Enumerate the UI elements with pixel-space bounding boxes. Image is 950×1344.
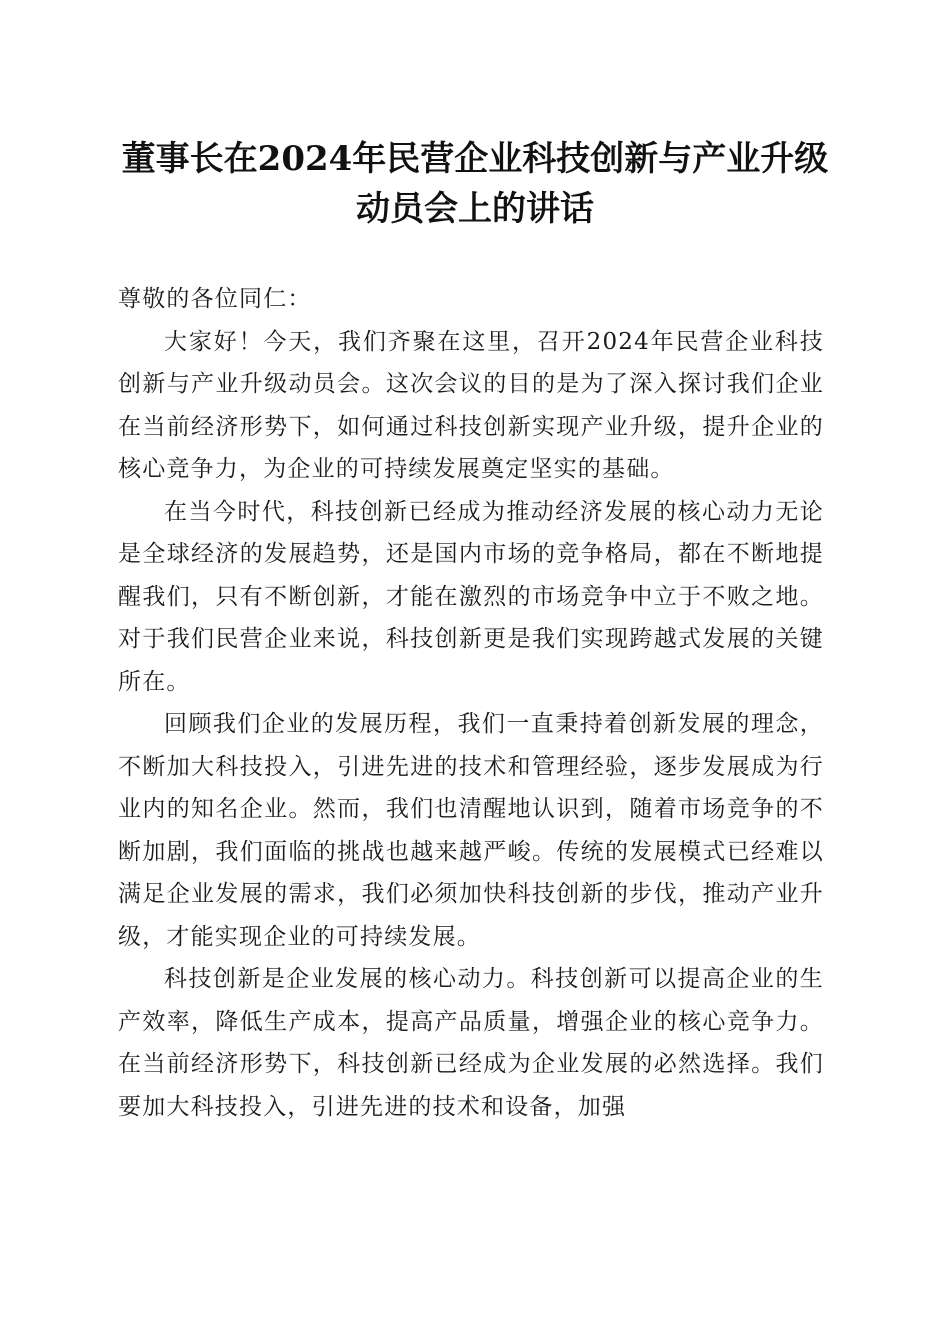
paragraph-1: 大家好！今天，我们齐聚在这里，召开2024年民营企业科技创新与产业升级动员会。这次会议的目的是为了深入探讨我们企业在当前经济形势下，如何通过科技创新实现产业升级，提升企业的核心竞争力，为企业的可持续发展奠定坚实的基础。 xyxy=(118,328,824,482)
paragraph-4: 科技创新是企业发展的核心动力。科技创新可以提高企业的生产效率，降低生产成本，提高产品质量，增强企业的核心竞争力。在当前经济形势下，科技创新已经成为企业发展的必然选择。我们要加大科技投入，引进先进的技术和设备，加强 xyxy=(118,966,824,1120)
document-body xyxy=(118,278,824,1128)
paragraph-2: 在当今时代，科技创新已经成为推动经济发展的核心动力无论是全球经济的发展趋势，还是国内市场的竞争格局，都在不断地提醒我们，只有不断创新，才能在激烈的市场竞争中立于不败之地。对于我们民营企业来说，科技创新更是我们实现跨越式发展的关键所在。 xyxy=(118,498,824,695)
document-title: 董事长在2024年民营企业科技创新与产业升级动员会上的讲话 xyxy=(121,139,829,229)
salutation: 尊敬的各位同仁： xyxy=(118,286,312,312)
paragraph-3: 回顾我们企业的发展历程，我们一直秉持着创新发展的理念，不断加大科技投入，引进先进的技术和管理经验，逐步发展成为行业内的知名企业。然而，我们也清醒地认识到，随着市场竞争的不断加剧，我们面临的挑战也越来越严峻。传统的发展模式已经难以满足企业发展的需求，我们必须加快科技创新的步伐，推动产业升级，才能实现企业的可持续发展。 xyxy=(118,711,824,950)
